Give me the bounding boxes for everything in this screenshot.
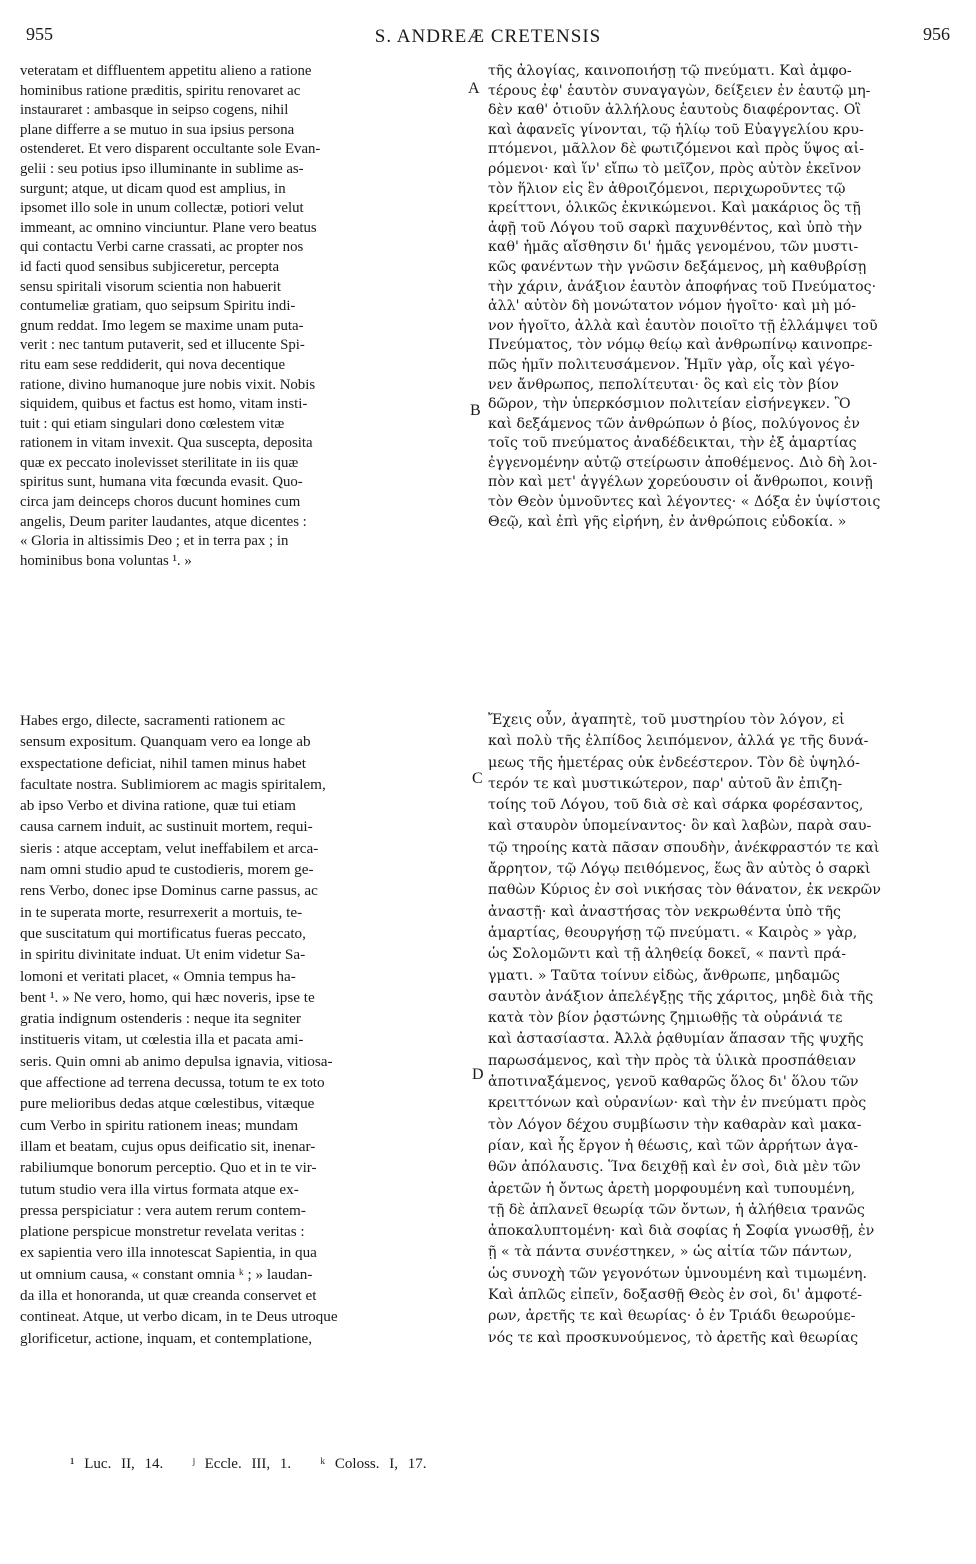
running-head: S. ANDREÆ CRETENSIS bbox=[374, 26, 602, 47]
latin-column-bottom: Habes ergo, dilecte, sacramenti rationem ac sensum expositum. Quanquam vero ea longe ab exspectatione deficiat, nihil tamen minus habet facultate nostra. Sublimiorem ac magis spiritalem, ab ipso Verbo et divina ratione, quæ tui etiam causa carnem induit, ac sustinuit mortem, requi- sieris : atque acceptam, velut ineffabilem et arca- nam omni studio apud te custodieris, morem ge- rens Verbo, donec ipse Dominus carne passus, ac in te superata morte, resurrexerit a mortuis, te- que suscitatum qui mortificatus fueras peccato, in spiritu divinitate induat. Ut enim videtur Sa- lomoni et veritati placet, « Omnia tempus ha- bent ¹. » Ne vero, homo, qui hæc noveris, ipse te gratia indignum ostenderis : neque ita segniter institueris vitam, ut cœlestia illa et pacata ami- seris. Quin omni ab animo depulsa ignavia, vitiosa- que affectione ad terrena decussa, totum te ex toto pure melioribus dedas atque cœlestibus, vitæque cum Verbo in spiritu rationem ineas; mundam illam et beatam, cujus opus deificatio sit, inenar- rabiliumque bonorum perceptio. Quo et in te vir- tutum studio vera illa virtus formata atque ex- pressa perspiciatur : vera autem rerum contem- platione perspicue monstretur revelata veritas : ex sapientia vero illa innotescat Sapientia, in qua ut omnium causa, « constant omnia ᵏ ; » laudan- da illa et honoranda, ut quæ creanda conservet et contineat. Atque, ut verbo dicam, in te Deus utroque glorificetur, actione, inquam, et contemplatione, bbox=[20, 712, 338, 1347]
margin-marker-b: B bbox=[470, 402, 481, 419]
latin-column-top: veteratam et diffluentem appetitu alieno a ratione hominibus ratione præditis, spiritu renovaret ac instauraret : ambasque in seipso cogens, nihil plane differre a se mutuo in sua ipsius persona ostenderet. Et vero disparent occultante sole Evan- gelii : seu potius ipso illuminante in sublime as- surgunt; atque, ut dicam quod est amplius, in ipsomet illo sole in unum collectæ, potiori velut immeant, ac omnino vinciuntur. Plane vero beatus qui contactu Verbi carne crassati, ac propter nos id facti quod sensibus subjiceretur, percepta sensu spiritali visorum scientia non habuerit contumeliæ gratiam, quo seipsum Spiritu indi- gnum reddat. Imo legem se maxime unam puta- verit : nec tantum putaverit, sed et illucente Spi- ritu eam sese reddiderit, qui nova decentique ratione, divino humanoque jure nobis vixit. Nobis siquidem, quibus et factus est homo, vitam insti- tuit : qui etiam singulari dono cœlestem vitæ rationem in vitam invexit. Qua suscepta, deposita quæ ex peccato inolevisset sterilitate in iis quæ spiritus sunt, humana vita fœcunda evasit. Quo- circa jam deinceps choros ducunt homines cum angelis, Deum pariter laudantes, atque dicentes : « Gloria in altissimis Deo ; et in terra pax ; in hominibus bona voluntas ¹. » bbox=[20, 63, 321, 569]
margin-marker-d: D bbox=[472, 1066, 484, 1083]
margin-marker-a: A bbox=[468, 80, 480, 97]
footnotes: ¹ Luc. II, 14. ʲ Eccle. III, 1. ᵏ Coloss. I, 17. bbox=[70, 1456, 427, 1472]
greek-column-bottom: Ἔχεις οὖν, ἀγαπητὲ, τοῦ μυστηρίου τὸν λόγον, εἰ καὶ πολὺ τῆς ἐλπίδος λειπόμενον, ἀλλά γε τῆς δυνά- μεως τῆς ἡμετέρας οὐκ ἐνδεέστερον. Τὸν δὲ ὑψηλό- τερόν τε καὶ μυστικώτερον, παρ' αὐτοῦ ἂν ἐπιζη- τοίης τοῦ Λόγου, τοῦ διὰ σὲ καὶ σάρκα φορέσαντος, καὶ σταυρὸν ὑπομείναντος· ὃν καὶ λαβὼν, παρὰ σαυ- τῷ τηροίης κατὰ πᾶσαν σπουδὴν, ἀνέκφραστόν τε καὶ ἄρρητον, τῷ Λόγῳ πειθόμενος, ἕως ἂν αὐτὸς ὁ σαρκὶ παθὼν Κύριος ἐν σοὶ νικήσας τὸν θάνατον, ἐκ νεκρῶν ἀναστῇ· καὶ ἀναστήσας τὸν νεκρωθέντα ὑπὸ τῆς ἁμαρτίας, θεουργήσῃ τῷ πνεύματι. « Καιρὸς » γὰρ, ὡς Σολομῶντι καὶ τῇ ἀληθείᾳ δοκεῖ, « παντὶ πρά- γματι. » Ταῦτα τοίνυν εἰδὼς, ἄνθρωπε, μηδαμῶς σαυτὸν ἀνάξιον ἀπελέγξῃς τῆς χάριτος, μηδὲ διὰ τῆς κατὰ τὸν βίον ῥᾳστώνης ζημιωθῇς τὰ οὐράνιά τε καὶ ἀστασίαστα. Ἀλλὰ ῥᾳθυμίαν ἅπασαν τῆς ψυχῆς παρωσάμενος, καὶ τὴν πρὸς τὰ ὑλικὰ προσπάθειαν ἀποτιναξάμενος, γενοῦ καθαρῶς ὅλος δι' ὅλου τῶν κρειττόνων καὶ οὐρανίων· καὶ τὴν ἐν πνεύματι πρὸς τὸν Λόγον δέχου συμβίωσιν τὴν καθαρὰν καὶ μακα- ρίαν, καὶ ἧς ἔργον ἡ θέωσις, καὶ τῶν ἀρρήτων ἀγα- θῶν ἀπόλαυσις. Ἵνα δειχθῇ καὶ ἐν σοὶ, διὰ μὲν τῶν ἀρετῶν ἡ ὄντως ἀρετὴ μορφουμένη καὶ τυπουμένη, τῇ δὲ ἀπλανεῖ θεωρίᾳ τῶν ὄντων, ἡ ἀλήθεια τρανῶς ἀποκαλυπτομένη· καὶ διὰ σοφίας ἡ Σοφία γνωσθῇ, ἐν ῇ « τὰ πάντα συνέστηκεν, » ὡς αἰτία τῶν πάντων, ὡς συνοχὴ τῶν γεγονότων ὑμνουμένη καὶ τιμωμένη. Καὶ ἁπλῶς εἰπεῖν, δοξασθῇ Θεὸς ἐν σοὶ, δι' ἀμφοτέ- ρων, ἀρετῆς τε καὶ θεωρίας· ὁ ἐν Τριάδι θεωρούμε- νός τε καὶ προσκυνούμενος, τὸ ἀρετῆς καὶ θεωρίας bbox=[488, 712, 881, 1346]
page-number-right: 956 bbox=[923, 24, 950, 44]
margin-marker-c: C bbox=[472, 770, 483, 787]
page-number-left: 955 bbox=[26, 24, 53, 44]
greek-column-top: τῆς ἀλογίας, καινοποιήσῃ τῷ πνεύματι. Καὶ ἀμφο- τέρους ἐφ' ἑαυτὸν συναγαγὼν, δείξειεν ἐν ἑαυτῷ μη- δὲν καθ' ὁτιοῦν ἀλλήλους ἑαυτοὺς διαφέροντας. Οἳ καὶ ἀφανεῖς γίνονται, τῷ ἡλίῳ τοῦ Εὐαγγελίου κρυ- πτόμενοι, μᾶλλον δὲ φωτιζόμενοι καὶ πρὸς ὕψος αἰ- ρόμενοι· καὶ ἵν' εἴπω τὸ μεῖζον, πρὸς αὐτὸν ἐκεῖνον τὸν ἥλιον εἰς ἓν ἀθροιζόμενοι, περιχωροῦντες τῷ κρείττονι, ὁλικῶς ἐκνικώμενοι. Καὶ μακάριος ὃς τῇ ἀφῇ τοῦ Λόγου τοῦ σαρκὶ παχυνθέντος, καὶ ὑπὸ τὴν καθ' ἡμᾶς αἴσθησιν δι' ἡμᾶς γενομένου, τῶν μυστι- κῶς φανέντων τὴν γνῶσιν δεξάμενος, μὴ καθυβρίσῃ τὴν χάριν, ἀνάξιον ἑαυτὸν ἀποφήνας τοῦ Πνεύματος· ἀλλ' αὐτὸν δὴ μονώτατον νόμον ἡγοῖτο· καὶ μὴ μό- νον ἡγοῖτο, ἀλλὰ καὶ ἑαυτὸν ποιοῖτο τῇ ἐλλάμψει τοῦ Πνεύματος, τὸν νόμῳ θείῳ καὶ ἀνθρωπίνῳ καινοπρε- πῶς ἡμῖν πολιτευσάμενον. Ἡμῖν γὰρ, οἷς καὶ γέγο- νεν ἄνθρωπος, πεπολίτευται· ὃς καὶ εἰς τὸν βίον δῶρον, τὴν ὑπερκόσμιον πολιτείαν εἰσήνεγκεν. Ὃ καὶ δεξάμενος τῶν ἀνθρώπων ὁ βίος, πολύγονος ἐν τοῖς τοῦ πνεύματος ἀναδέδεικται, τὴν ἐξ ἁμαρτίας ἐγγενομένην αὐτῷ στείρωσιν ἀποθέμενος. Διὸ δὴ λοι- πὸν καὶ μετ' ἀγγέλων χορεύουσιν οἱ ἄνθρωποι, κοινῇ τὸν Θεὸν ὑμνοῦντες καὶ λέγοντες· « Δόξα ἐν ὑψίστοις Θεῷ, καὶ ἐπὶ γῆς εἰρήνη, ἐν ἀνθρώποις εὐδοκία. » bbox=[488, 63, 881, 530]
